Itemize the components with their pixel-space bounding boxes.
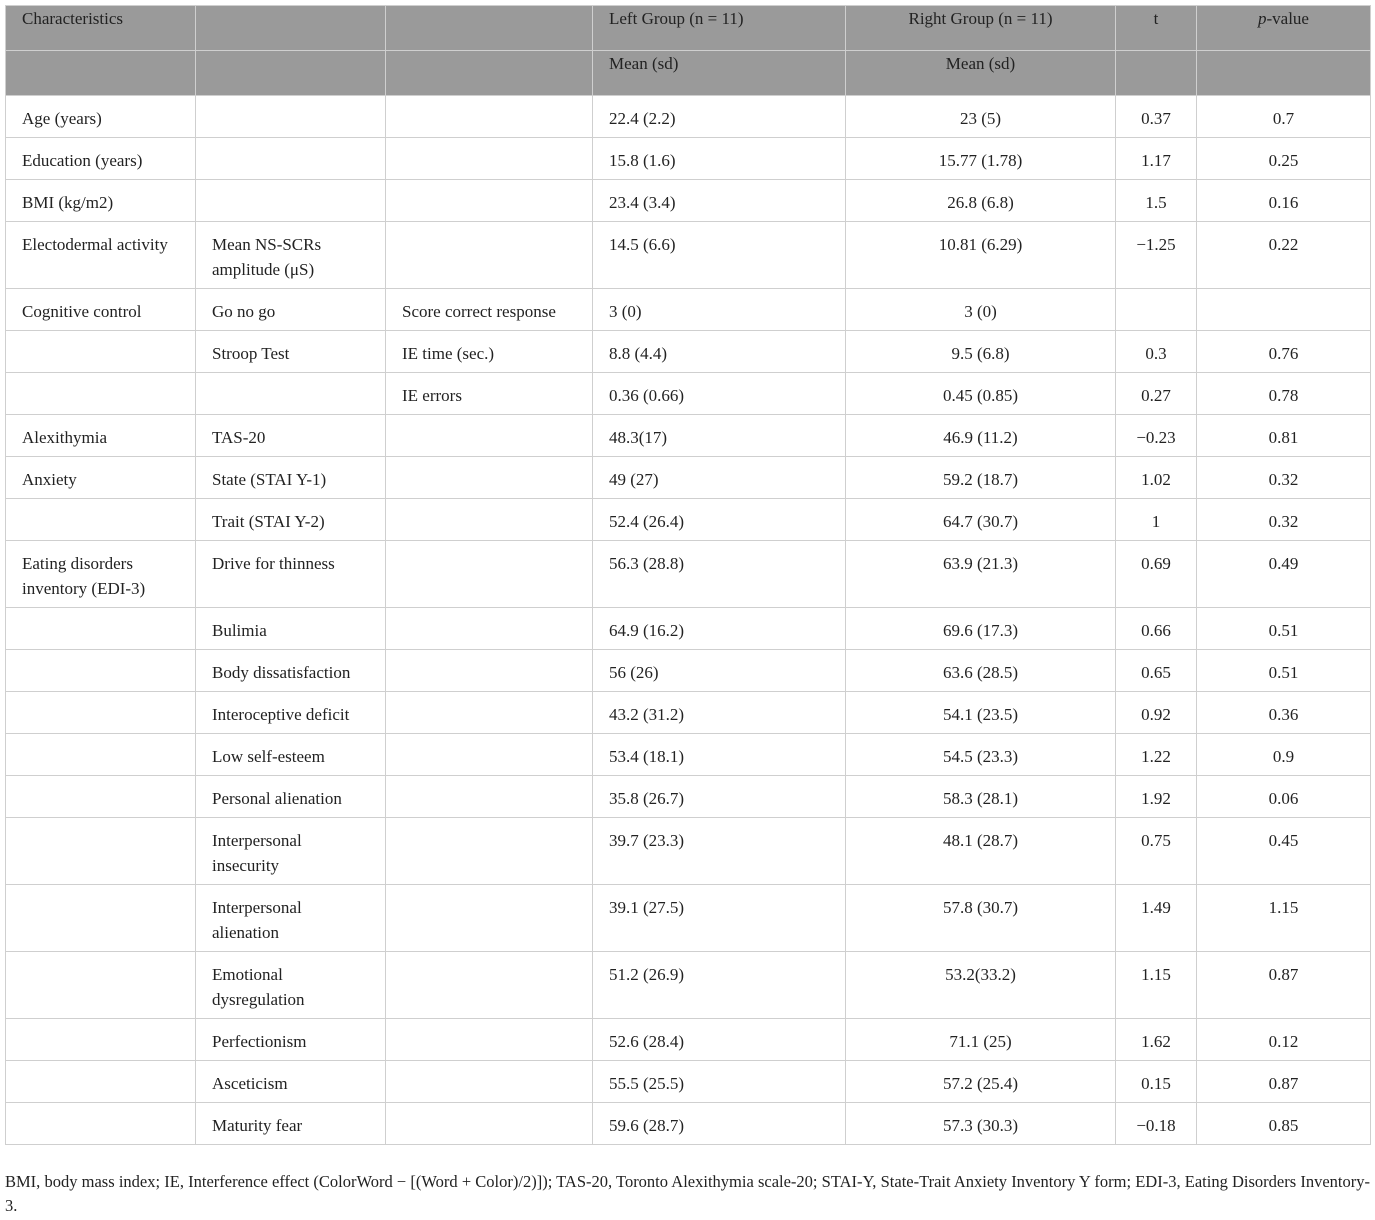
cell-left-mean: 8.8 (4.4) — [593, 331, 846, 373]
table-row — [6, 541, 1371, 608]
table-row — [6, 650, 1371, 692]
cell-p-value: 0.9 — [1197, 734, 1371, 776]
table-row — [6, 415, 1371, 457]
cell-t: −0.23 — [1116, 415, 1197, 457]
cell-right-mean: 63.9 (21.3) — [846, 541, 1116, 608]
table-row — [6, 776, 1371, 818]
characteristics-table — [5, 5, 1371, 1145]
cell-submeasure — [386, 541, 593, 608]
cell-measure: Maturity fear — [196, 1103, 386, 1145]
cell-right-mean: 26.8 (6.8) — [846, 180, 1116, 222]
cell-right-mean: 10.81 (6.29) — [846, 222, 1116, 289]
cell-left-mean: 52.4 (26.4) — [593, 499, 846, 541]
header-characteristics: Characteristics — [6, 6, 196, 51]
cell-measure: Perfectionism — [196, 1019, 386, 1061]
cell-t: 0.3 — [1116, 331, 1197, 373]
cell-characteristic: Alexithymia — [6, 415, 196, 457]
cell-submeasure — [386, 1019, 593, 1061]
cell-t: 1.22 — [1116, 734, 1197, 776]
cell-submeasure — [386, 818, 593, 885]
cell-characteristic — [6, 608, 196, 650]
cell-measure: Go no go — [196, 289, 386, 331]
cell-p-value: 0.76 — [1197, 331, 1371, 373]
header-p-italic: p — [1258, 9, 1267, 28]
cell-characteristic — [6, 952, 196, 1019]
table-row — [6, 96, 1371, 138]
cell-right-mean: 57.2 (25.4) — [846, 1061, 1116, 1103]
header-empty-2 — [196, 6, 386, 51]
cell-left-mean: 0.36 (0.66) — [593, 373, 846, 415]
cell-left-mean: 22.4 (2.2) — [593, 96, 846, 138]
header-empty-3 — [386, 6, 593, 51]
header-p-value — [1197, 6, 1371, 51]
table-row — [6, 818, 1371, 885]
cell-left-mean: 52.6 (28.4) — [593, 1019, 846, 1061]
cell-right-mean: 69.6 (17.3) — [846, 608, 1116, 650]
cell-t: 0.15 — [1116, 1061, 1197, 1103]
subheader-left-mean: Mean (sd) — [593, 51, 846, 96]
cell-t: 1.02 — [1116, 457, 1197, 499]
cell-right-mean: 57.3 (30.3) — [846, 1103, 1116, 1145]
cell-measure: Interpersonal alienation — [196, 885, 386, 952]
cell-p-value: 0.49 — [1197, 541, 1371, 608]
cell-right-mean: 15.77 (1.78) — [846, 138, 1116, 180]
cell-characteristic — [6, 818, 196, 885]
cell-t: 0.92 — [1116, 692, 1197, 734]
cell-left-mean: 3 (0) — [593, 289, 846, 331]
cell-measure — [196, 180, 386, 222]
cell-p-value: 0.16 — [1197, 180, 1371, 222]
cell-right-mean: 58.3 (28.1) — [846, 776, 1116, 818]
cell-measure: Interoceptive deficit — [196, 692, 386, 734]
table-row — [6, 692, 1371, 734]
cell-characteristic: Cognitive control — [6, 289, 196, 331]
cell-p-value: 0.51 — [1197, 650, 1371, 692]
cell-right-mean: 23 (5) — [846, 96, 1116, 138]
cell-characteristic — [6, 734, 196, 776]
cell-measure: Asceticism — [196, 1061, 386, 1103]
cell-t: 1.17 — [1116, 138, 1197, 180]
cell-left-mean: 35.8 (26.7) — [593, 776, 846, 818]
cell-characteristic — [6, 331, 196, 373]
cell-p-value: 0.32 — [1197, 499, 1371, 541]
cell-submeasure — [386, 734, 593, 776]
cell-left-mean: 14.5 (6.6) — [593, 222, 846, 289]
cell-submeasure — [386, 885, 593, 952]
subheader-empty-3 — [386, 51, 593, 96]
cell-right-mean: 9.5 (6.8) — [846, 331, 1116, 373]
cell-measure — [196, 96, 386, 138]
cell-measure: Bulimia — [196, 608, 386, 650]
cell-left-mean: 49 (27) — [593, 457, 846, 499]
cell-measure: Body dissatisfaction — [196, 650, 386, 692]
cell-p-value: 0.06 — [1197, 776, 1371, 818]
cell-submeasure — [386, 138, 593, 180]
cell-measure: TAS-20 — [196, 415, 386, 457]
subheader-right-mean: Mean (sd) — [846, 51, 1116, 96]
cell-left-mean: 15.8 (1.6) — [593, 138, 846, 180]
subheader-empty-7 — [1197, 51, 1371, 96]
cell-measure: Trait (STAI Y-2) — [196, 499, 386, 541]
cell-characteristic — [6, 885, 196, 952]
cell-right-mean: 48.1 (28.7) — [846, 818, 1116, 885]
table-row — [6, 138, 1371, 180]
cell-p-value: 0.45 — [1197, 818, 1371, 885]
cell-submeasure — [386, 180, 593, 222]
cell-submeasure — [386, 415, 593, 457]
cell-measure — [196, 373, 386, 415]
cell-submeasure — [386, 222, 593, 289]
cell-measure: Stroop Test — [196, 331, 386, 373]
cell-right-mean: 46.9 (11.2) — [846, 415, 1116, 457]
cell-left-mean: 64.9 (16.2) — [593, 608, 846, 650]
cell-p-value — [1197, 289, 1371, 331]
table-footnote: BMI, body mass index; IE, Interference effect (ColorWord − [(Word + Color)/2)]); TAS-20, Toronto Alexithymia scale-20; STAI-Y, State-Trait Anxiety Inventory Y form; EDI-3, Eating Disorders Inventory-3. — [5, 1172, 1370, 1215]
cell-t: 1.92 — [1116, 776, 1197, 818]
cell-left-mean: 55.5 (25.5) — [593, 1061, 846, 1103]
cell-right-mean: 63.6 (28.5) — [846, 650, 1116, 692]
cell-submeasure: IE errors — [386, 373, 593, 415]
cell-p-value: 0.51 — [1197, 608, 1371, 650]
cell-p-value: 0.12 — [1197, 1019, 1371, 1061]
cell-characteristic — [6, 1061, 196, 1103]
cell-left-mean: 56 (26) — [593, 650, 846, 692]
cell-submeasure — [386, 776, 593, 818]
cell-left-mean: 59.6 (28.7) — [593, 1103, 846, 1145]
header-row — [6, 6, 1371, 51]
cell-submeasure: Score correct response — [386, 289, 593, 331]
cell-right-mean: 0.45 (0.85) — [846, 373, 1116, 415]
cell-p-value: 0.32 — [1197, 457, 1371, 499]
subheader-empty-2 — [196, 51, 386, 96]
cell-characteristic — [6, 776, 196, 818]
table-row — [6, 1061, 1371, 1103]
table-row — [6, 734, 1371, 776]
cell-p-value: 1.15 — [1197, 885, 1371, 952]
cell-p-value: 0.7 — [1197, 96, 1371, 138]
cell-characteristic — [6, 1103, 196, 1145]
cell-submeasure — [386, 96, 593, 138]
cell-measure: Emotional dysregulation — [196, 952, 386, 1019]
header-p-rest: -value — [1266, 9, 1309, 28]
table-row — [6, 608, 1371, 650]
cell-left-mean: 23.4 (3.4) — [593, 180, 846, 222]
cell-characteristic — [6, 1019, 196, 1061]
cell-t: 0.65 — [1116, 650, 1197, 692]
subheader-row — [6, 51, 1371, 96]
cell-t: 1.15 — [1116, 952, 1197, 1019]
cell-measure: Personal alienation — [196, 776, 386, 818]
cell-t: 1.62 — [1116, 1019, 1197, 1061]
cell-t: −0.18 — [1116, 1103, 1197, 1145]
cell-characteristic — [6, 692, 196, 734]
cell-p-value: 0.78 — [1197, 373, 1371, 415]
cell-submeasure — [386, 1061, 593, 1103]
cell-submeasure — [386, 608, 593, 650]
table-row — [6, 885, 1371, 952]
cell-t: 1 — [1116, 499, 1197, 541]
cell-p-value: 0.22 — [1197, 222, 1371, 289]
cell-characteristic — [6, 373, 196, 415]
cell-left-mean: 51.2 (26.9) — [593, 952, 846, 1019]
cell-right-mean: 57.8 (30.7) — [846, 885, 1116, 952]
table-row — [6, 1103, 1371, 1145]
subheader-empty-6 — [1116, 51, 1197, 96]
cell-p-value: 0.87 — [1197, 1061, 1371, 1103]
cell-t: 0.37 — [1116, 96, 1197, 138]
cell-characteristic: BMI (kg/m2) — [6, 180, 196, 222]
cell-characteristic — [6, 650, 196, 692]
cell-characteristic: Electodermal activity — [6, 222, 196, 289]
cell-right-mean: 53.2(33.2) — [846, 952, 1116, 1019]
cell-measure: State (STAI Y-1) — [196, 457, 386, 499]
table-row — [6, 373, 1371, 415]
header-left-group: Left Group (n = 11) — [593, 6, 846, 51]
cell-submeasure — [386, 499, 593, 541]
cell-characteristic: Education (years) — [6, 138, 196, 180]
cell-t: 0.69 — [1116, 541, 1197, 608]
cell-t: 0.27 — [1116, 373, 1197, 415]
cell-left-mean: 39.1 (27.5) — [593, 885, 846, 952]
cell-right-mean: 71.1 (25) — [846, 1019, 1116, 1061]
cell-measure — [196, 138, 386, 180]
cell-left-mean: 56.3 (28.8) — [593, 541, 846, 608]
cell-right-mean: 54.5 (23.3) — [846, 734, 1116, 776]
cell-submeasure — [386, 1103, 593, 1145]
cell-submeasure — [386, 692, 593, 734]
cell-measure: Drive for thinness — [196, 541, 386, 608]
table-row — [6, 180, 1371, 222]
cell-t: 1.49 — [1116, 885, 1197, 952]
cell-right-mean: 64.7 (30.7) — [846, 499, 1116, 541]
cell-characteristic: Anxiety — [6, 457, 196, 499]
cell-right-mean: 54.1 (23.5) — [846, 692, 1116, 734]
cell-p-value: 0.36 — [1197, 692, 1371, 734]
cell-submeasure: IE time (sec.) — [386, 331, 593, 373]
table-row — [6, 289, 1371, 331]
cell-t — [1116, 289, 1197, 331]
cell-t: 0.66 — [1116, 608, 1197, 650]
cell-submeasure — [386, 650, 593, 692]
cell-t: 0.75 — [1116, 818, 1197, 885]
subheader-empty-1 — [6, 51, 196, 96]
table-row — [6, 1019, 1371, 1061]
cell-submeasure — [386, 952, 593, 1019]
cell-left-mean: 39.7 (23.3) — [593, 818, 846, 885]
cell-measure: Interpersonal insecurity — [196, 818, 386, 885]
cell-left-mean: 53.4 (18.1) — [593, 734, 846, 776]
table-row — [6, 331, 1371, 373]
table-row — [6, 222, 1371, 289]
cell-right-mean: 3 (0) — [846, 289, 1116, 331]
cell-characteristic — [6, 499, 196, 541]
cell-p-value: 0.87 — [1197, 952, 1371, 1019]
cell-p-value: 0.25 — [1197, 138, 1371, 180]
table-row — [6, 952, 1371, 1019]
cell-characteristic: Eating disorders inventory (EDI-3) — [6, 541, 196, 608]
table-row — [6, 457, 1371, 499]
cell-p-value: 0.81 — [1197, 415, 1371, 457]
cell-left-mean: 48.3(17) — [593, 415, 846, 457]
cell-left-mean: 43.2 (31.2) — [593, 692, 846, 734]
cell-t: 1.5 — [1116, 180, 1197, 222]
cell-right-mean: 59.2 (18.7) — [846, 457, 1116, 499]
cell-measure: Low self-esteem — [196, 734, 386, 776]
header-right-group: Right Group (n = 11) — [846, 6, 1116, 51]
cell-p-value: 0.85 — [1197, 1103, 1371, 1145]
header-t: t — [1116, 6, 1197, 51]
cell-characteristic: Age (years) — [6, 96, 196, 138]
table-row — [6, 499, 1371, 541]
cell-submeasure — [386, 457, 593, 499]
cell-measure: Mean NS-SCRs amplitude (μS) — [196, 222, 386, 289]
cell-t: −1.25 — [1116, 222, 1197, 289]
